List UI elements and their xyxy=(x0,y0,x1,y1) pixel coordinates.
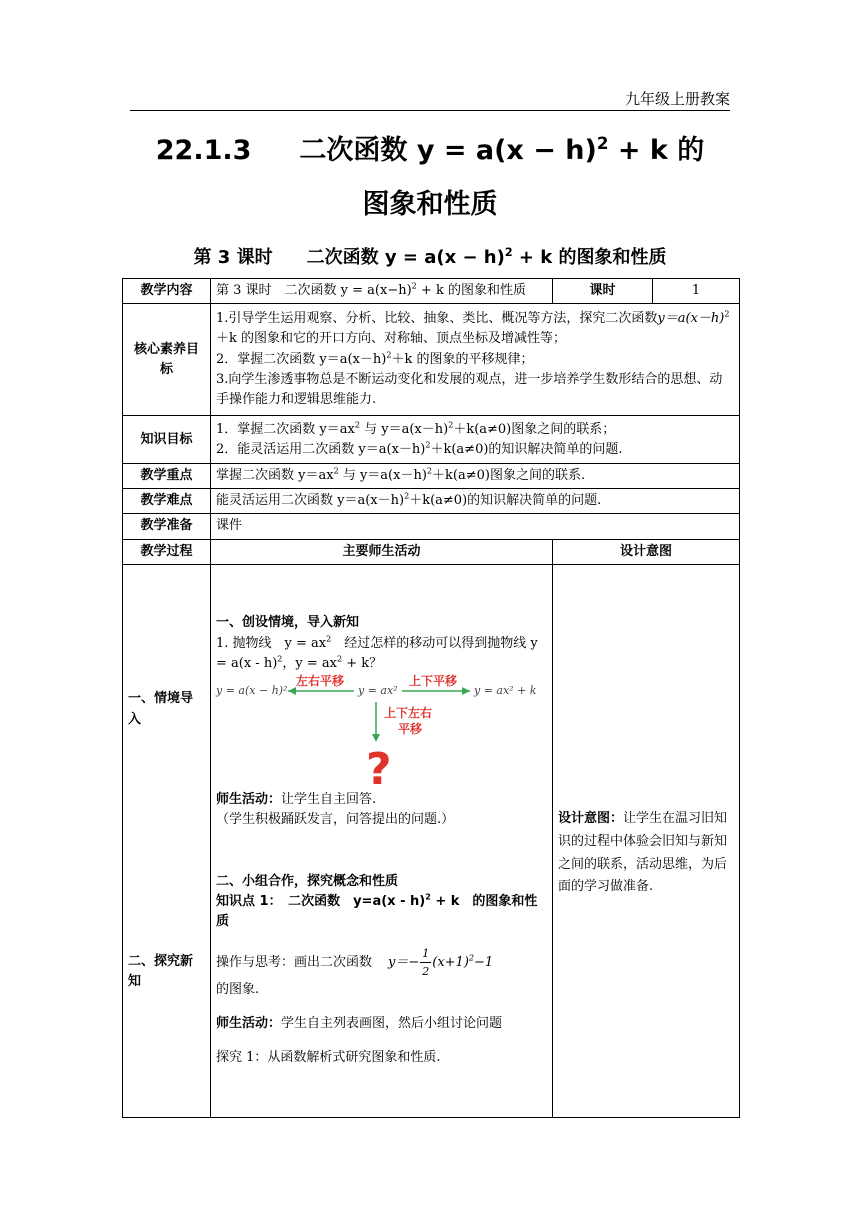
content-value: 第 3 课时 二次函数 $y = a(x-h)^2 + k$ 的图象和性质 xyxy=(211,279,553,304)
title-text-post: + k 的 xyxy=(608,135,705,166)
knowledge-value: 1．掌握二次函数 $y=ax^2$ 与 $y=a(x-h)^2+k(a\ne 0)$图象之间的联系； 2．能灵活运用二次函数 $y=a(x-h)^2+k(a\ne 0)$的知识解决简单的问题. xyxy=(211,416,740,464)
activity-cell xyxy=(211,564,553,1117)
lesson-subtitle xyxy=(0,243,860,269)
process-label: 教学过程 xyxy=(123,539,211,564)
page-header: 九年级上册教案 xyxy=(130,88,730,111)
hours-label: 课时 xyxy=(553,279,653,304)
teacher-activity-2: 师生活动：学生自主列表画图，然后小组讨论问题 xyxy=(216,1015,503,1031)
knowledge-label: 知识目标 xyxy=(123,416,211,464)
translation-diagram xyxy=(216,673,546,795)
label-vertical-shift: 上下平移 xyxy=(409,673,458,688)
content-label: 教学内容 xyxy=(123,279,211,304)
step1-title: 一、创设情境，导入新知 xyxy=(216,615,360,631)
step2-title: 二、小组合作，探究概念和性质 xyxy=(216,874,399,890)
row-knowledge xyxy=(123,416,740,464)
formula-left: y = a(x − h)² xyxy=(216,683,288,697)
hours-value: 1 xyxy=(653,279,740,304)
prep-label: 教学准备 xyxy=(123,514,211,539)
teacher-activity-1: 师生活动：让学生自主回答. xyxy=(216,791,377,807)
literacy-label: 核心素养目标 xyxy=(123,304,211,416)
key-label: 教学重点 xyxy=(123,464,211,489)
formula-middle: y = ax² xyxy=(358,683,398,697)
row-prep xyxy=(123,514,740,539)
operation-think: 操作与思考：画出二次函数 y＝− $\frac{1}{2}$ $(x+1)^2-1$ xyxy=(216,946,494,978)
lesson-title xyxy=(0,128,860,167)
prep-value: 课件 xyxy=(211,514,740,539)
subtitle-text-post: + k 的图象和性质 xyxy=(512,247,667,268)
lesson-plan-table xyxy=(122,278,740,1118)
activity-header: 主要师生活动 xyxy=(211,539,553,564)
intent-cell xyxy=(553,564,740,1117)
subtitle-text: 二次函数 y = a(x − h) xyxy=(306,247,505,268)
title-text: 二次函数 y = a(x − h) xyxy=(299,135,597,166)
operation-think-2: 的图象. xyxy=(216,981,260,997)
section-number: 22.1.3 xyxy=(155,135,252,166)
subtitle-lesson: 第 3 课时 xyxy=(193,247,273,268)
row-difficult xyxy=(123,489,740,514)
row-key xyxy=(123,464,740,489)
explore-1: 探究 1：从函数解析式研究图象和性质. xyxy=(216,1049,441,1065)
row-process-header xyxy=(123,539,740,564)
intent-header: 设计意图 xyxy=(553,539,740,564)
knowledge-point-1: 知识点 1： 二次函数 y=a(x - h)$^2$ + k 的图象和性质 xyxy=(216,892,538,930)
key-value: 掌握二次函数 $y=ax^2$ 与 $y=a(x-h)^2+k(a\ne 0)$图象之间的联系. xyxy=(211,464,740,489)
difficult-label: 教学难点 xyxy=(123,489,211,514)
step-labels xyxy=(123,564,211,1117)
teacher-note-1: （学生积极踊跃发言，问答提出的问题.） xyxy=(216,811,455,827)
difficult-value: 能灵活运用二次函数 $y=a(x-h)^2+k(a\ne 0)$的知识解决简单的问题. xyxy=(211,489,740,514)
literacy-value: 1.引导学生运用观察、分析、比较、抽象、类比、概况等方法，探究二次函数$y=a(x-h)^2+k$ 的图象和它的开口方向、对称轴、顶点坐标及增减性等； 2．掌握二次函数 $y=a(x-h)^2+k$ 的图象的平移规律； 3.向学生渗透事物总是不断运动变化和发展的观点，进一步培养学生数形结合的思想、动手操作能力和逻辑思维能力. xyxy=(211,304,740,416)
arrow-left-head xyxy=(288,687,296,695)
step1-label: 一、情境导入 xyxy=(128,691,194,727)
row-content xyxy=(123,279,740,304)
subtitle-sup: 2 xyxy=(504,246,513,259)
intent-text: 设计意图：让学生在温习旧知识的过程中体验会旧知与新知之间的联系，活动思维，为后面的学习做准备. xyxy=(558,811,728,895)
question-mark-icon: ? xyxy=(366,743,392,795)
label-both-shift-2: 平移 xyxy=(398,721,423,736)
lesson-title-line2: 图象和性质 xyxy=(362,189,498,220)
step2-label: 二、探究新知 xyxy=(128,953,194,989)
row-process-body xyxy=(123,564,740,1117)
formula-right: y = ax² + k xyxy=(474,683,537,697)
arrow-right-head xyxy=(462,687,470,695)
row-literacy xyxy=(123,304,740,416)
label-horizontal-shift: 左右平移 xyxy=(296,673,345,688)
title-sup: 2 xyxy=(596,133,609,153)
label-both-shift-1: 上下左右 xyxy=(384,705,433,720)
formula-operation: y＝− $\frac{1}{2}$ $(x+1)^2-1$ xyxy=(388,946,494,978)
step1-question: 1. 抛物线 $y = ax^2$ 经过怎样的移动可以得到抛物线 y = a(x - h)$^2$，$y = ax^2 + k$？ xyxy=(216,634,538,671)
